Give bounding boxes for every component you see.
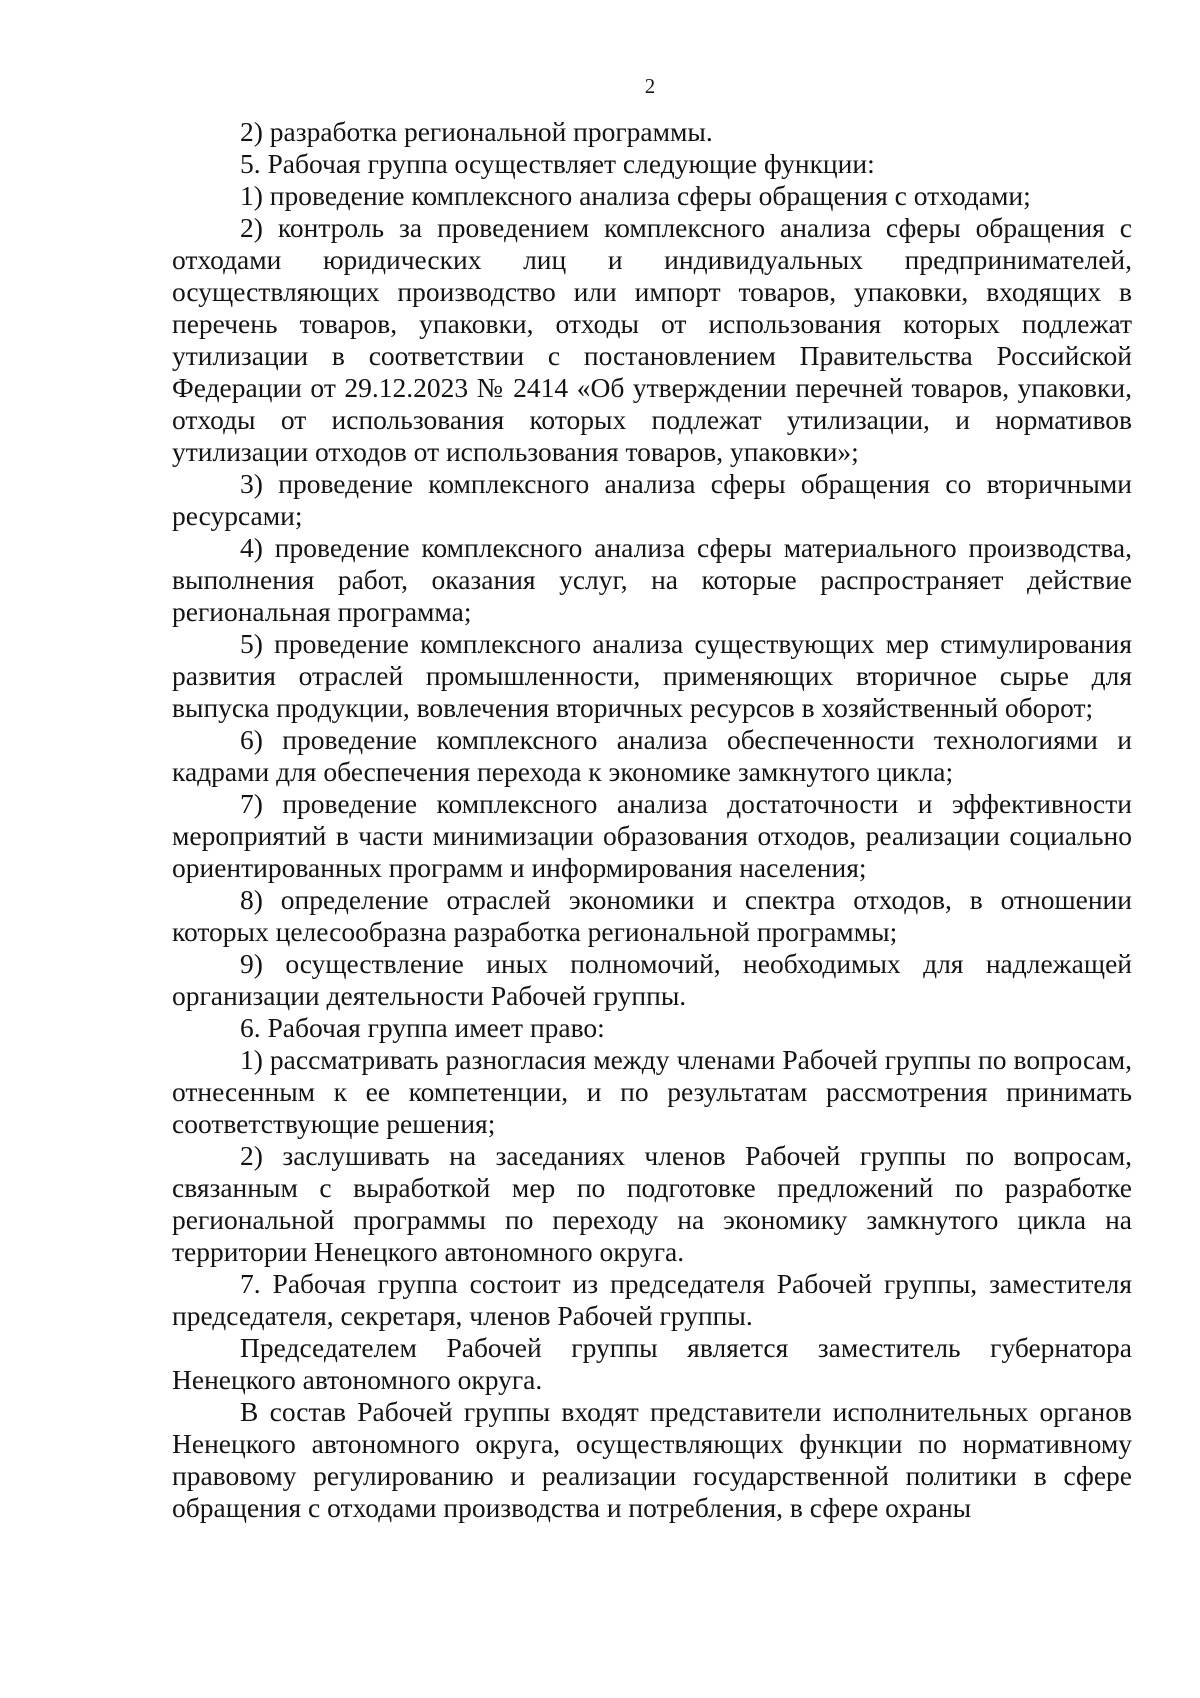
paragraph: 5. Рабочая группа осуществляет следующие функции:: [240, 148, 875, 179]
paragraph: 3) проведение комплексного анализа сферы обращения со вторичными ресурсами;: [172, 468, 1132, 531]
document-body: [172, 116, 1132, 1524]
paragraph: 7) проведение комплексного анализа достаточности и эффективности мероприятий в части минимизации образования отходов, реализации социально ориентированных программ и информирования населения;: [172, 788, 1132, 883]
paragraph: 7. Рабочая группа состоит из председателя Рабочей группы, заместителя председателя, секретаря, членов Рабочей группы.: [172, 1268, 1132, 1331]
paragraph: 2) контроль за проведением комплексного анализа сферы обращения с отходами юридических лиц и индивидуальных предпринимателей, осуществляющих производство или импорт товаров, упаковки, входящих в перечень товаров, упаковки, отходы от использования которых подлежат утилизации в соответствии с постановлением Правительства Российской Федерации от 29.12.2023 № 2414 «Об утверждении перечней товаров, упаковки, отходы от использования которых подлежат утилизации, и нормативов утилизации отходов от использования товаров, упаковки»;: [172, 212, 1132, 467]
paragraph: 6) проведение комплексного анализа обеспеченности технологиями и кадрами для обеспечения перехода к экономике замкнутого цикла;: [172, 724, 1132, 787]
paragraph: В состав Рабочей группы входят представители исполнительных органов Ненецкого автономного округа, осуществляющих функции по нормативному правовому регулированию и реализации государственной политики в сфере обращения с отходами производства и потребления, в сфере охраны: [172, 1396, 1132, 1523]
paragraph: 1) проведение комплексного анализа сферы обращения с отходами;: [240, 180, 1031, 211]
paragraph: 2) разработка региональной программы.: [240, 116, 713, 147]
paragraph: 4) проведение комплексного анализа сферы материального производства, выполнения работ, оказания услуг, на которые распространяет действие региональная программа;: [172, 532, 1132, 627]
page-number: 2: [644, 74, 656, 98]
paragraph: 1) рассматривать разногласия между членами Рабочей группы по вопросам, отнесенным к ее компетенции, и по результатам рассмотрения принимать соответствующие решения;: [172, 1044, 1132, 1139]
paragraph: 5) проведение комплексного анализа существующих мер стимулирования развития отраслей промышленности, применяющих вторичное сырье для выпуска продукции, вовлечения вторичных ресурсов в хозяйственный оборот;: [172, 628, 1132, 723]
paragraph: Председателем Рабочей группы является заместитель губернатора Ненецкого автономного округа.: [172, 1332, 1132, 1395]
paragraph: 2) заслушивать на заседаниях членов Рабочей группы по вопросам, связанным с выработкой мер по подготовке предложений по разработке региональной программы по переходу на экономику замкнутого цикла на территории Ненецкого автономного округа.: [172, 1140, 1132, 1267]
paragraph: 6. Рабочая группа имеет право:: [240, 1012, 605, 1043]
paragraph: 9) осуществление иных полномочий, необходимых для надлежащей организации деятельности Рабочей группы.: [172, 948, 1132, 1011]
paragraph: 8) определение отраслей экономики и спектра отходов, в отношении которых целесообразна разработка региональной программы;: [172, 884, 1132, 947]
